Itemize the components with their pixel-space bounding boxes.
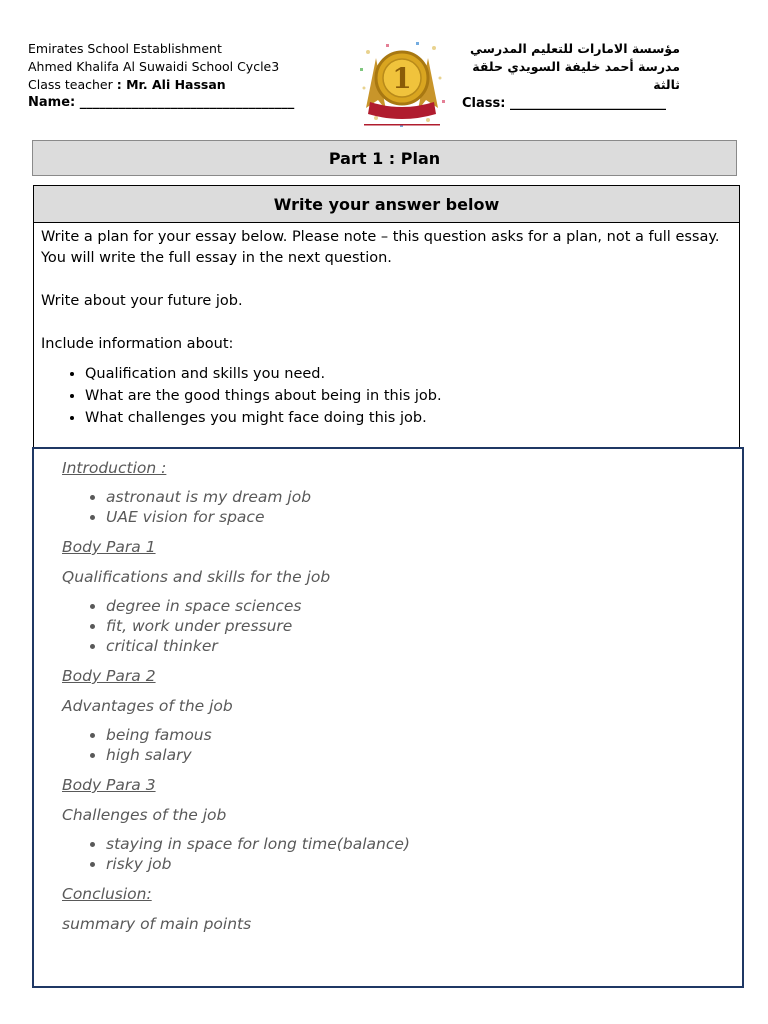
teacher-line — [28, 76, 294, 94]
list-item: • astronaut is my dream job — [106, 487, 410, 507]
teacher-label: Class teacher — [28, 77, 117, 92]
body1-text: Qualifications and skills for the job — [62, 568, 331, 586]
requirement-item: • What are the good things about being in this job. — [85, 385, 731, 407]
school-logo — [356, 38, 448, 130]
requirement-item: • Qualification and skills you need. — [85, 363, 731, 385]
essay-topic: Write about your future job. — [41, 293, 243, 309]
teacher-name: : Mr. Ali Hassan — [116, 77, 226, 92]
school-header-english — [28, 40, 294, 112]
school-name-arabic: مدرسة أحمد خليفة السويدي حلقة ثالثة — [472, 59, 680, 92]
body1-heading: Body Para 1 — [62, 538, 156, 556]
part-title: Part 1 : Plan — [32, 140, 737, 176]
list-item: • staying in space for long time(balance) — [106, 834, 410, 854]
include-label: Include information about: — [41, 336, 234, 352]
task-instructions — [34, 223, 739, 429]
body3-heading: Body Para 3 — [62, 776, 156, 794]
body3-points — [62, 834, 410, 874]
requirements-list — [41, 363, 731, 429]
body2-points — [62, 725, 410, 765]
medal-number: 1 — [392, 62, 412, 95]
establishment-name: Emirates School Establishment — [28, 41, 222, 56]
list-item: • high salary — [106, 745, 410, 765]
list-item: • degree in space sciences — [106, 596, 410, 616]
introduction-points — [62, 487, 410, 527]
requirement-item: • What challenges you might face doing this job. — [85, 407, 731, 429]
conclusion-heading: Conclusion: — [62, 885, 152, 903]
answer-content — [62, 457, 410, 935]
conclusion-text: summary of main points — [62, 915, 252, 933]
body3-text: Challenges of the job — [62, 806, 227, 824]
instruction-line-1: Write a plan for your essay below. Please note – this question asks for a plan, not a full essay. — [41, 229, 720, 245]
establishment-name-arabic: مؤسسة الامارات للتعليم المدرسي — [470, 41, 680, 56]
school-name: Ahmed Khalifa Al Suwaidi School Cycle3 — [28, 59, 280, 74]
instruction-line-2: You will write the full essay in the next question. — [41, 250, 392, 266]
list-item: • UAE vision for space — [106, 507, 410, 527]
body2-heading: Body Para 2 — [62, 667, 156, 685]
list-item: • critical thinker — [106, 636, 410, 656]
class-line: Class: ________________________ — [462, 96, 666, 111]
school-header-arabic — [470, 40, 680, 94]
list-item: • fit, work under pressure — [106, 616, 410, 636]
task-box — [33, 185, 740, 448]
task-heading: Write your answer below — [34, 186, 739, 223]
body1-points — [62, 596, 410, 656]
introduction-heading: Introduction : — [62, 459, 167, 477]
list-item: • being famous — [106, 725, 410, 745]
student-name-line: Name: _________________________________ — [28, 95, 295, 110]
answer-box[interactable] — [32, 447, 744, 988]
list-item: • risky job — [106, 854, 410, 874]
body2-text: Advantages of the job — [62, 697, 233, 715]
